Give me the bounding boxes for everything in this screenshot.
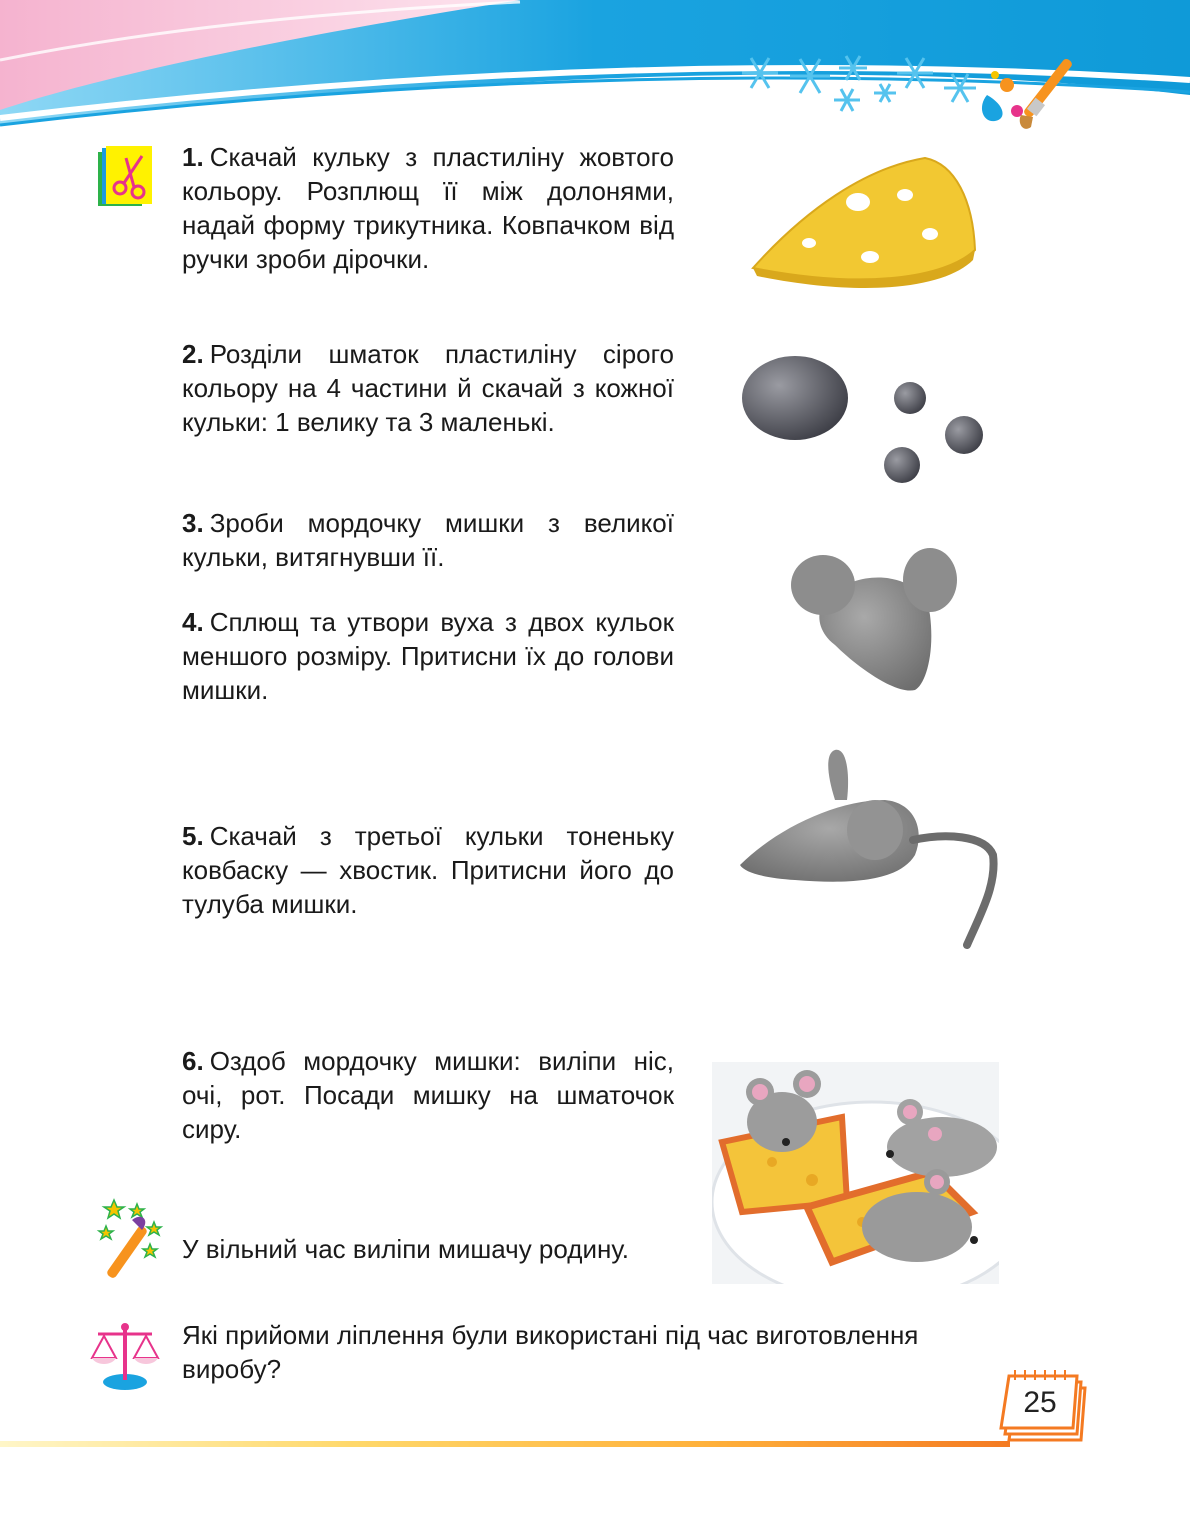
step-text: Зроби мордочку мишки з великої кульки, витягнувши її. (182, 508, 674, 572)
step-text: Оздоб мордочку мишки: виліпи ніс, очі, рот. Посади мишку на шматочок сиру. (182, 1046, 674, 1144)
step-3 (182, 506, 674, 574)
step-2 (182, 337, 674, 439)
scissors-paper-icon (96, 144, 158, 212)
step-text: Розділи шматок пластиліну сірого кольору на 4 частини й скачай з кожної кульки: 1 велику та 3 маленькі. (182, 339, 674, 437)
step-number: 1. (182, 142, 204, 172)
footer-line (0, 1441, 1010, 1447)
step-number: 5. (182, 821, 204, 851)
mouse-body-photo (735, 745, 1000, 950)
step-number: 3. (182, 508, 204, 538)
step-number: 6. (182, 1046, 204, 1076)
free-time-note: У вільний час виліпи мишачу родину. (182, 1234, 629, 1264)
step-text: Скачай з третьої кульки тоненьку ковбаску — хвостик. Притисни його до тулуба мишки. (182, 821, 674, 919)
step-text: Скачай кульку з пластиліну жовтого кольору. Розплющ її між долонями, надай форму трикутника. Ковпачком від ручки зроби дірочки. (182, 142, 674, 274)
step-number: 2. (182, 339, 204, 369)
step-number: 4. (182, 607, 204, 637)
magic-brush-icon (92, 1198, 168, 1280)
paint-brush-icon (975, 45, 1095, 140)
page-number: 25 (1023, 1386, 1057, 1419)
step-4 (182, 605, 674, 707)
scales-icon (90, 1318, 160, 1390)
step-6 (182, 1044, 674, 1146)
clay-balls-photo (740, 350, 1000, 490)
step-1 (182, 140, 674, 276)
step-5 (182, 819, 674, 921)
review-question: Які прийоми ліплення були використані під час виготовлення виробу? (182, 1320, 919, 1384)
cheese-photo (745, 150, 985, 300)
mouse-head-photo (785, 545, 975, 715)
step-text: Сплющ та утвори вуха з двох кульок меншого розміру. Притисни їх до голови мишки. (182, 607, 674, 705)
snowflake-icon (735, 48, 995, 118)
mice-on-cheese-photo (712, 1062, 999, 1284)
